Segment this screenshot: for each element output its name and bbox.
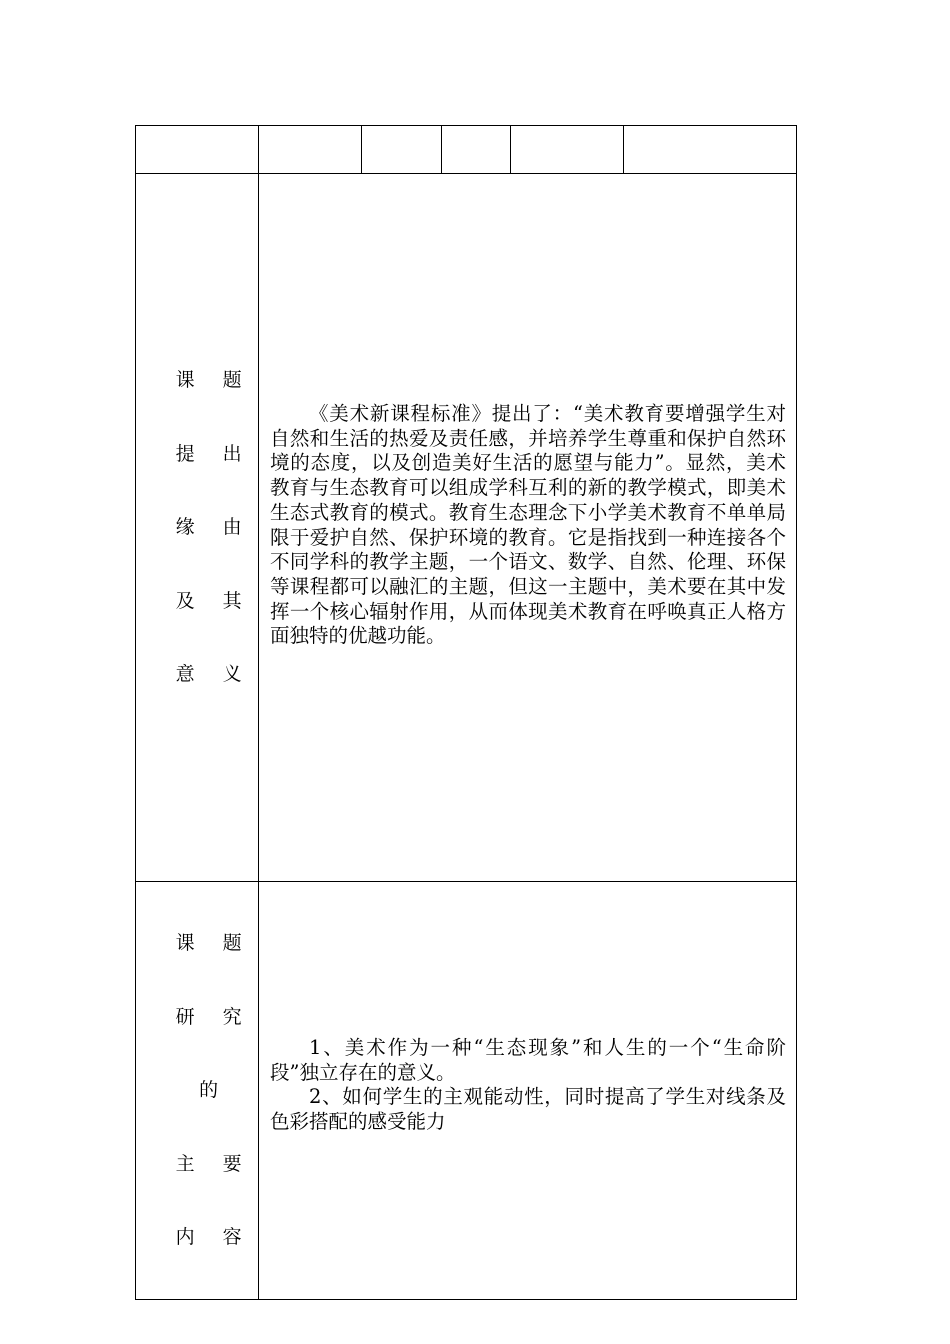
content-label-line: 内 容 bbox=[175, 1226, 253, 1248]
header-cell bbox=[136, 126, 259, 174]
content-item: 2、如何学生的主观能动性，同时提高了学生对线条及色彩搭配的感受能力 bbox=[270, 1085, 786, 1133]
content-list bbox=[270, 1036, 786, 1135]
content-label-line: 课 题 bbox=[175, 932, 253, 954]
origin-label-line: 及 其 bbox=[175, 589, 253, 612]
header-row bbox=[136, 126, 797, 174]
content-label-line: 主 要 bbox=[175, 1152, 253, 1175]
header-cell bbox=[442, 126, 511, 174]
header-cell bbox=[624, 126, 797, 174]
content-label bbox=[146, 882, 282, 1299]
origin-label-line: 意 义 bbox=[175, 663, 253, 686]
origin-label bbox=[146, 319, 282, 736]
content-label-line: 研 究 bbox=[175, 1005, 253, 1028]
content-body-cell bbox=[259, 882, 797, 1300]
content-label-cell bbox=[136, 882, 259, 1300]
origin-row bbox=[136, 174, 797, 882]
origin-label-line: 课 题 bbox=[175, 369, 253, 392]
origin-label-line: 提 出 bbox=[175, 442, 253, 465]
origin-body-cell bbox=[259, 174, 797, 882]
origin-label-line: 缘 由 bbox=[175, 516, 253, 539]
header-cell bbox=[511, 126, 624, 174]
header-cell bbox=[259, 126, 362, 174]
origin-label-cell bbox=[136, 174, 259, 882]
application-form-table bbox=[135, 125, 797, 1300]
content-item: 1、美术作为一种“生态现象”和人生的一个“生命阶段”独立存在的意义。 bbox=[270, 1035, 786, 1084]
content-label-line: 的 bbox=[199, 1079, 230, 1101]
header-cell bbox=[362, 126, 442, 174]
content-row bbox=[136, 882, 797, 1300]
origin-paragraph: 《美术新课程标准》提出了：“美术教育要增强学生对自然和生活的热爱及责任感，并培养学生尊重和保护自然环境的态度，以及创造美好生活的愿望与能力”。显然，美术教育与生态教育可以组成学科互利的新的教学模式，即美术生态式教育的模式。教育生态理念下小学美术教育不单单局限于爱护自然、保护环境的教育。它是指找到一种连接各个不同学科的教学主题，一个语文、数学、自然、伦理、环保等课程都可以融汇的主题，但这一主题中，美术要在其中发挥一个核心辐射作用，从而体现美术教育在呼唤真正人格方面独特的优越功能。 bbox=[270, 401, 786, 648]
